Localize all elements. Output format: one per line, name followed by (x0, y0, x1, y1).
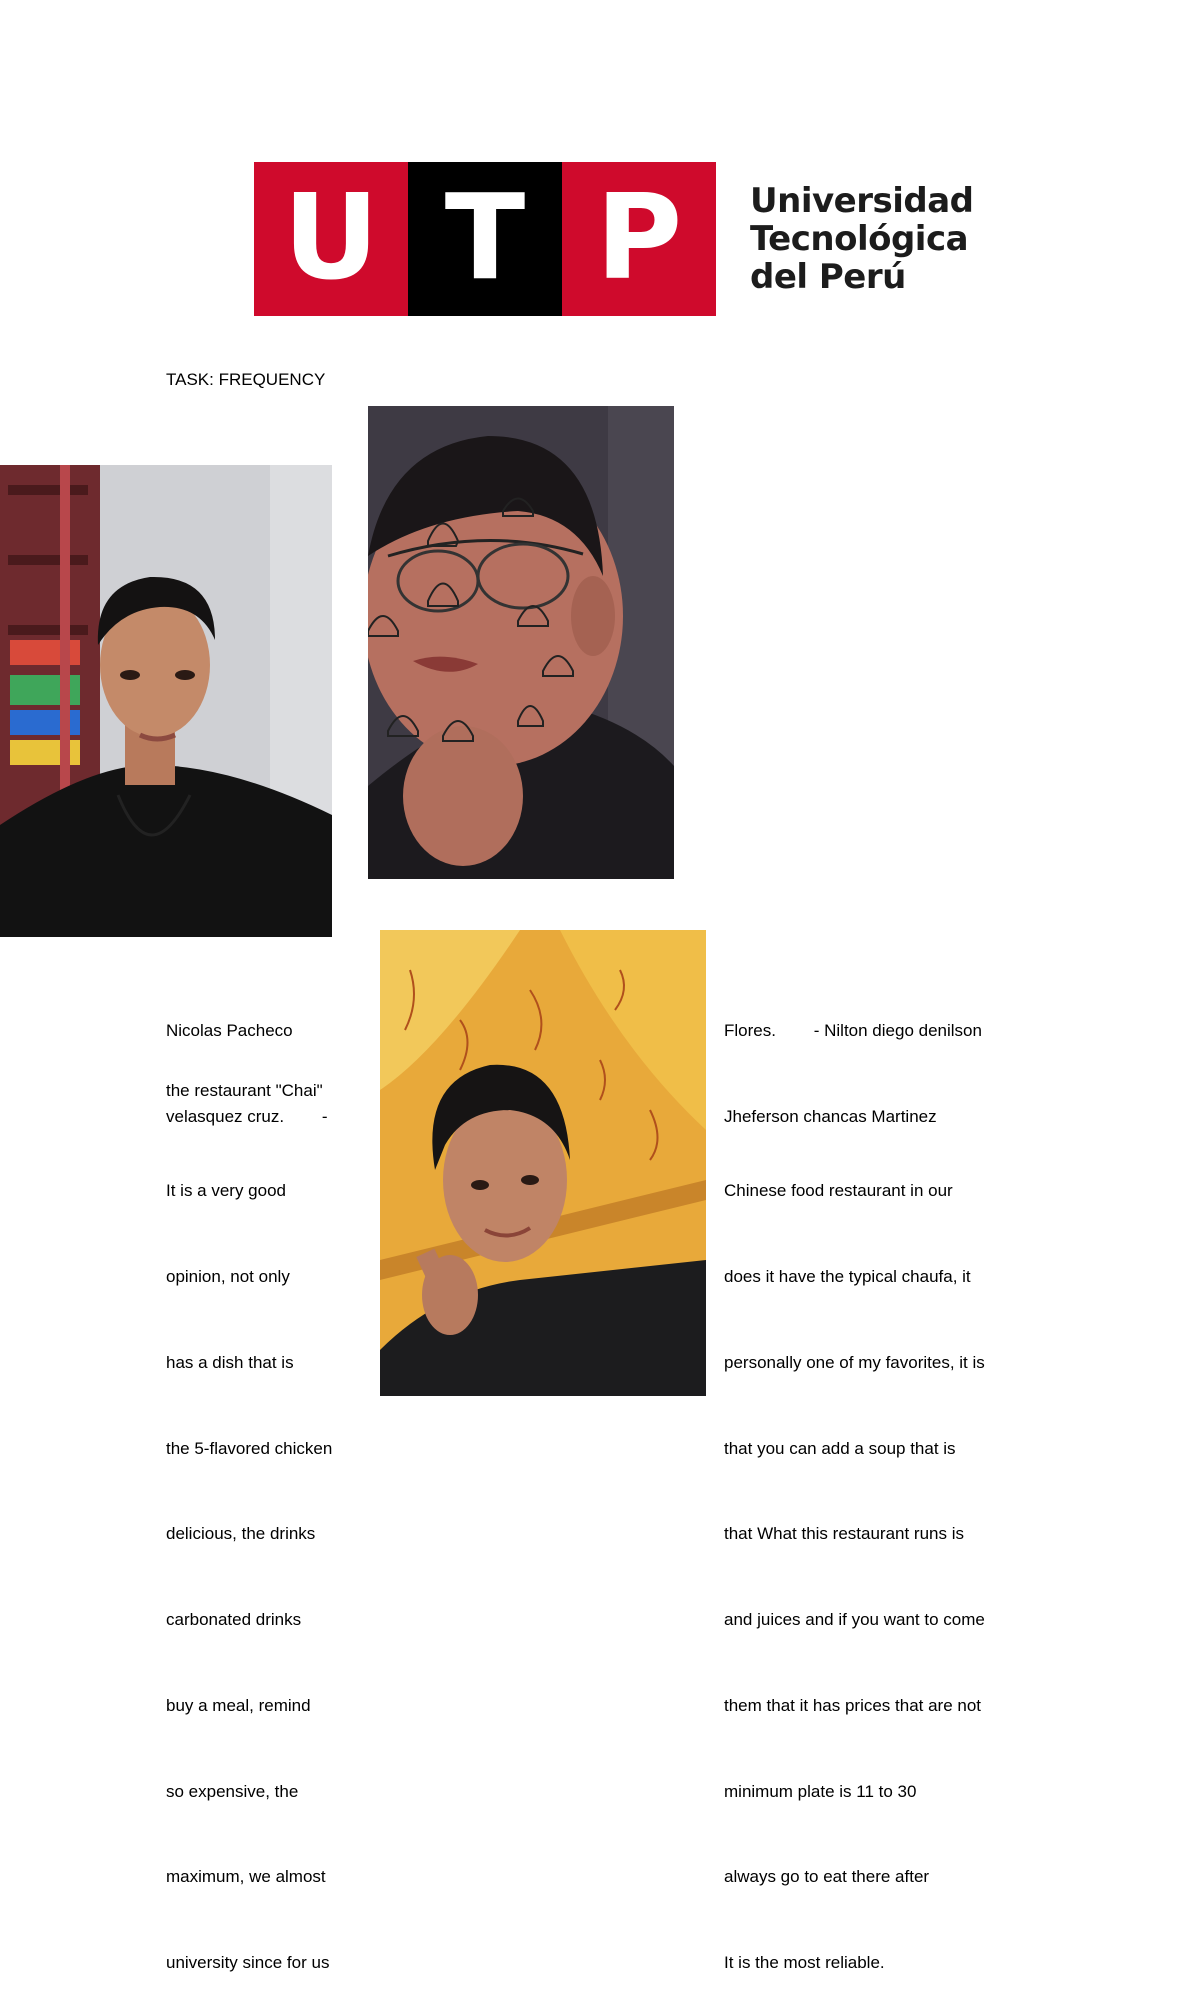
paragraph-right-line: that you can add a soup that is (724, 1438, 956, 1458)
university-name-line-3: del Perú (750, 257, 906, 297)
paragraph-left-line: opinion, not only (166, 1266, 290, 1286)
paragraph-right-line: It is the most reliable. (724, 1953, 885, 1973)
names-right-line-1: Flores. - Nilton diego denilson (724, 1021, 982, 1041)
logo-letter-t: T (444, 168, 526, 306)
logo-letter-p: P (595, 168, 683, 306)
paragraph-left-line: delicious, the drinks (166, 1524, 316, 1544)
paragraph-right-line: them that it has prices that are not (724, 1695, 982, 1715)
paragraph-left (166, 1120, 332, 2006)
university-name-line-1: Universidad (750, 181, 974, 221)
task-title: TASK: FREQUENCY (166, 370, 326, 389)
logo-block-p (562, 162, 716, 316)
student-photo-1-image (0, 465, 332, 937)
names-left-line-1: Nicolas Pacheco (166, 1021, 293, 1041)
paragraph-right (724, 1120, 985, 2006)
university-name (750, 182, 973, 296)
paragraph-left-line: carbonated drinks (166, 1610, 302, 1630)
logo-block-t (408, 162, 562, 316)
paragraph-right-line: Chinese food restaurant in our (724, 1181, 953, 1201)
student-photo-2 (368, 406, 674, 879)
paragraph-right-line: minimum plate is 11 to 30 (724, 1781, 917, 1801)
logo-letter-u: U (283, 168, 379, 306)
paragraph-left-line: maximum, we almost (166, 1867, 326, 1887)
utp-logo (254, 162, 716, 316)
paragraph-left-line: so expensive, the (166, 1781, 299, 1801)
student-photo-3 (380, 930, 706, 1396)
student-photo-2-image (368, 406, 674, 879)
paragraph-left-line: buy a meal, remind (166, 1695, 311, 1715)
paragraph-left-line: university since for us (166, 1953, 330, 1973)
paragraph-left-line: has a dish that is (166, 1352, 294, 1372)
paragraph-right-line: personally one of my favorites, it is (724, 1352, 985, 1372)
student-photo-1 (0, 465, 332, 937)
paragraph-right-line: does it have the typical chaufa, it (724, 1266, 971, 1286)
paragraph-right-line: always go to eat there after (724, 1867, 930, 1887)
paragraph-right-line: and juices and if you want to come (724, 1610, 985, 1630)
university-name-line-2: Tecnológica (750, 219, 969, 259)
paragraph-left-line: the 5-flavored chicken (166, 1438, 333, 1458)
restaurant-heading: the restaurant "Chai" (166, 1081, 323, 1100)
logo-block-u (254, 162, 408, 316)
names-right-line-2: Jheferson chancas Martinez (724, 1106, 937, 1126)
student-photo-3-image (380, 930, 706, 1396)
paragraph-right-line: that What this restaurant runs is (724, 1524, 964, 1544)
names-left-line-2: velasquez cruz. - (166, 1106, 328, 1126)
paragraph-left-line: It is a very good (166, 1181, 287, 1201)
